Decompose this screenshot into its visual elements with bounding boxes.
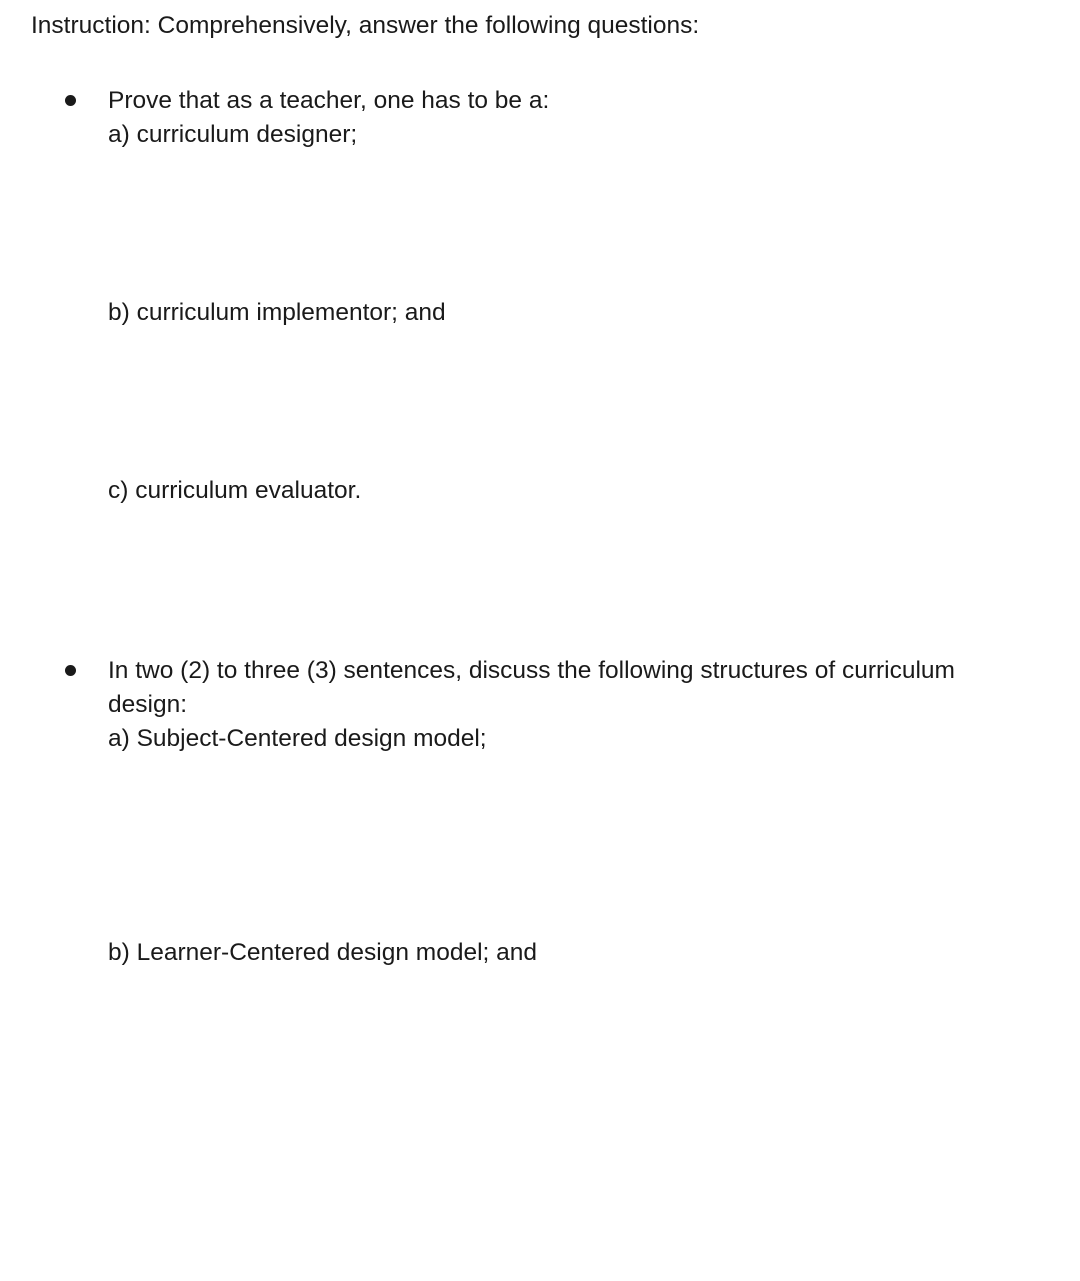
question-2-item-a: a) Subject-Centered design model; xyxy=(108,725,487,752)
question-1-item-b: b) curriculum implementor; and xyxy=(108,299,446,326)
question-1-item-c: c) curriculum evaluator. xyxy=(108,477,362,504)
instruction-heading: Instruction: Comprehensively, answer the following questions: xyxy=(31,12,700,39)
question-1-item-a: a) curriculum designer; xyxy=(108,121,358,148)
question-1-prompt: Prove that as a teacher, one has to be a: xyxy=(108,87,550,114)
question-2-item-b: b) Learner-Centered design model; and xyxy=(108,939,538,966)
bullet-icon xyxy=(64,94,78,108)
question-2-prompt-line-1: In two (2) to three (3) sentences, discuss the following structures of curriculum xyxy=(108,657,955,684)
question-2-prompt-line-2: design: xyxy=(108,691,188,718)
bullet-icon xyxy=(64,664,78,678)
